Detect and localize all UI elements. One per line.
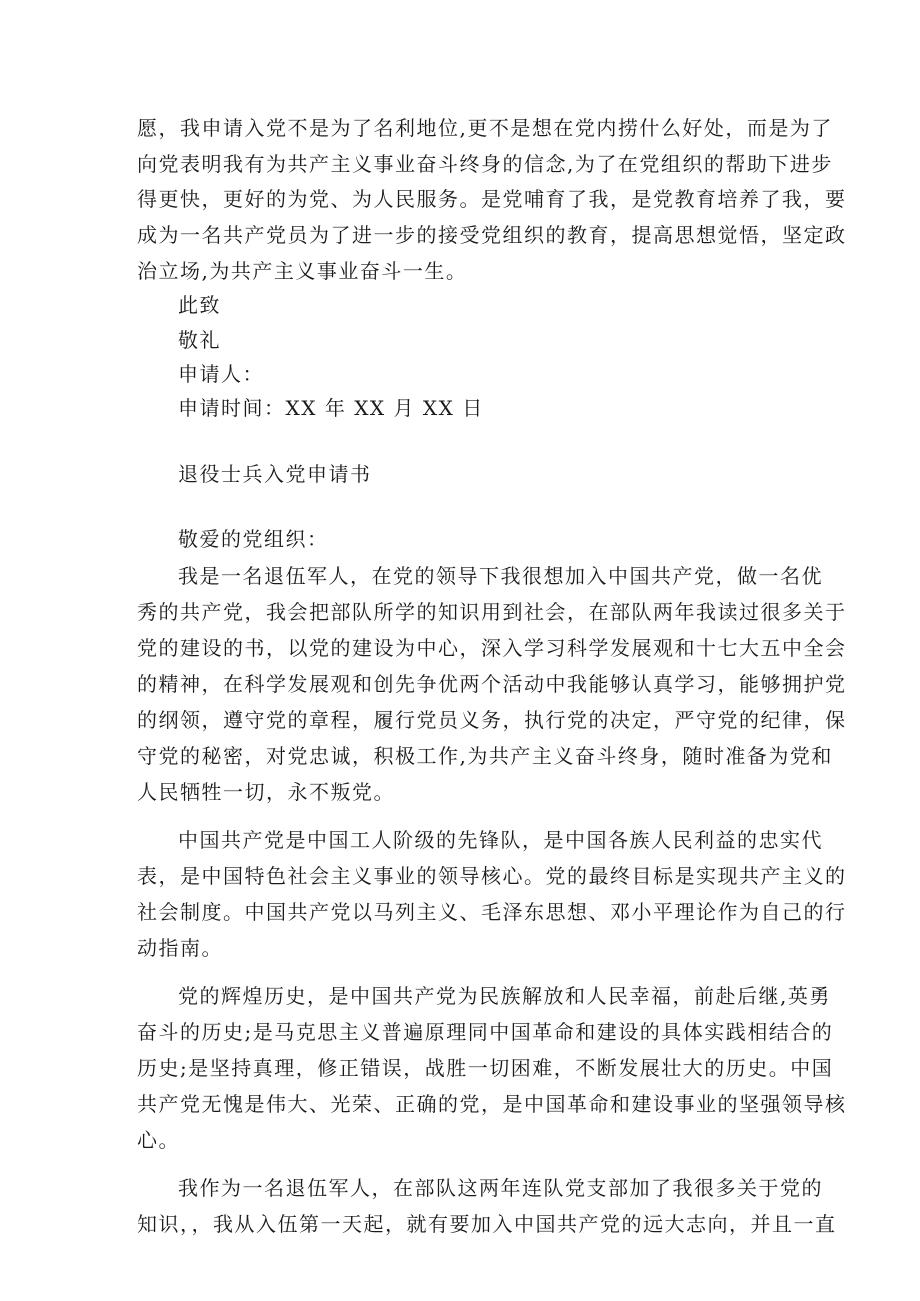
text-line: 中国共产党是中国工人阶级的先锋队，是中国各族人民利益的忠实代 (178, 828, 823, 852)
text-line: 治立场,为共产主义事业奋斗一生。 (137, 259, 468, 283)
text-line: 向党表明我有为共产主义事业奋斗终身的信念,为了在党组织的帮助下进步 (137, 152, 833, 176)
text-line: 的精神，在科学发展观和创先争优两个活动中我能够认真学习，能够拥护党 (137, 672, 847, 696)
text-line: 奋斗的历史;是马克思主义普遍原理同中国革命和建设的具体实践相结合的 (137, 1020, 834, 1044)
greeting: 敬爱的党组织： (178, 527, 329, 551)
text-line: 党的建设的书，以党的建设为中心，深入学习科学发展观和十七大五中全会 (137, 636, 847, 660)
text-line: 心。 (137, 1128, 180, 1152)
closing-salutation: 此致 (178, 293, 221, 317)
text-line: 得更快，更好的为党、为人民服务。是党哺育了我，是党教育培养了我，要 (137, 187, 847, 211)
text-line: 我作为一名退伍军人，在部队这两年连队党支部加了我很多关于党的 (178, 1176, 823, 1200)
text-line: 表，是中国特色社会主义事业的领导核心。党的最终目标是实现共产主义的 (137, 864, 847, 888)
text-line: 我是一名退伍军人，在党的领导下我很想加入中国共产党，做一名优 (178, 564, 823, 588)
applicant-label: 申请人： (178, 362, 264, 386)
text-line: 知识，，我从入伍第一天起，就有要加入中国共产党的远大志向，并且一直 (137, 1212, 837, 1236)
text-line: 的纲领，遵守党的章程，履行党员义务，执行党的决定，严守党的纪律，保 (137, 708, 847, 732)
text-line: 成为一名共产党员为了进一步的接受党组织的教育，提高思想觉悟，坚定政 (137, 223, 847, 247)
text-line: 共产党无愧是伟大、光荣、正确的党，是中国革命和建设事业的坚强领导核 (137, 1092, 847, 1116)
document-title: 退役士兵入党申请书 (178, 462, 372, 486)
closing-salutation: 敬礼 (178, 328, 221, 352)
text-line: 动指南。 (137, 936, 223, 960)
text-line: 守党的秘密，对党忠诚，积极工作,为共产主义奋斗终身，随时准备为党和 (137, 744, 833, 768)
text-line: 党的辉煌历史，是中国共产党为民族解放和人民幸福，前赴后继,英勇 (178, 984, 831, 1008)
text-line: 人民牺牲一切，永不叛党。 (137, 780, 395, 804)
application-date: 申请时间：XX 年 XX 月 XX 日 (178, 396, 484, 420)
text-line: 秀的共产党，我会把部队所学的知识用到社会，在部队两年我读过很多关于 (137, 600, 847, 624)
text-line: 历史;是坚持真理，修正错误，战胜一切困难，不断发展壮大的历史。中国 (137, 1056, 834, 1080)
text-line: 社会制度。中国共产党以马列主义、毛泽东思想、邓小平理论作为自己的行 (137, 900, 847, 924)
text-line: 愿，我申请入党不是为了名利地位,更不是想在党内捞什么好处，而是为了 (137, 116, 833, 140)
